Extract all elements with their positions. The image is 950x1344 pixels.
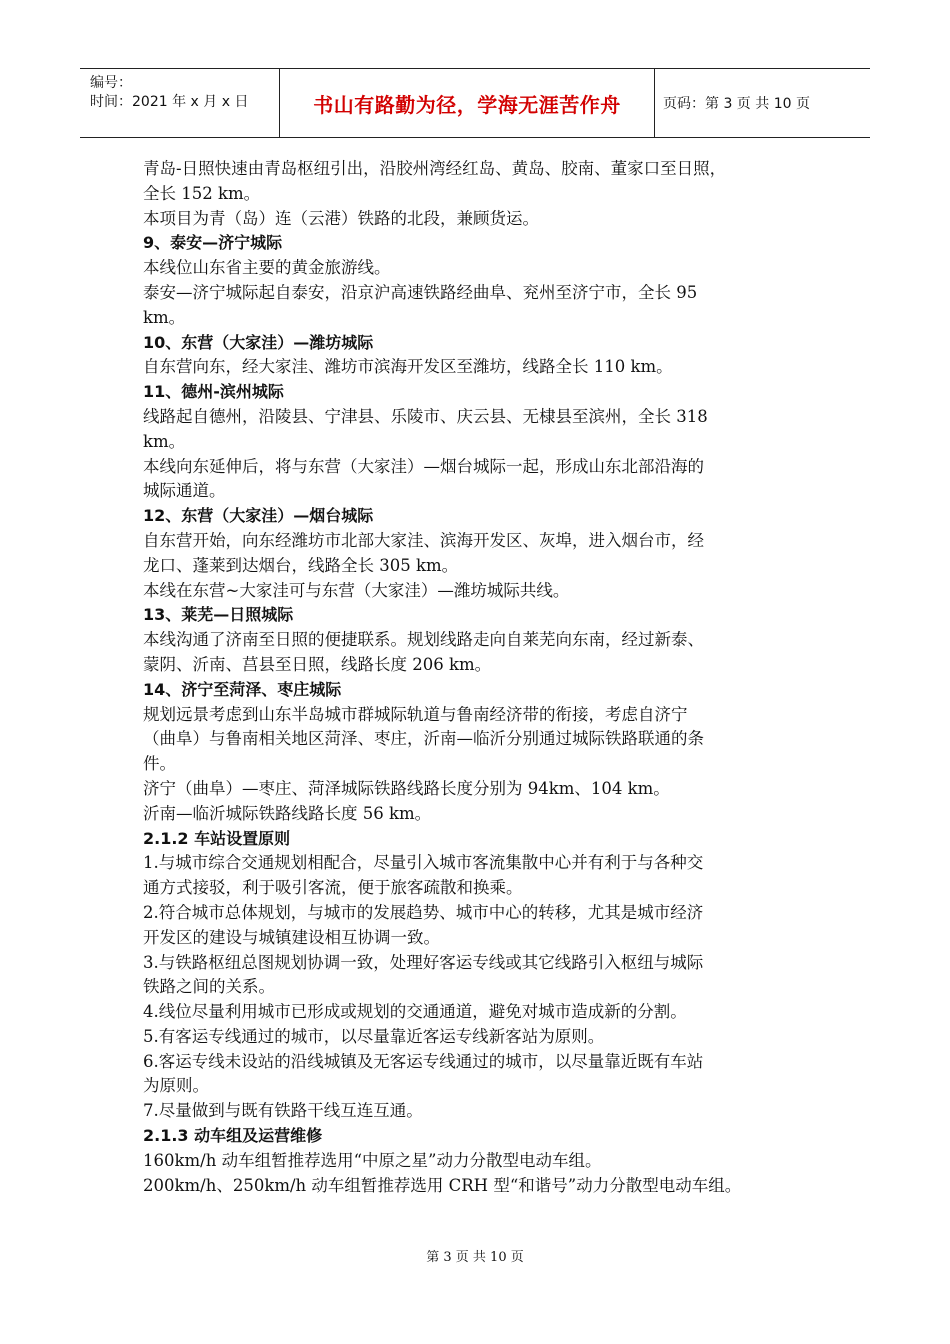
paragraph-line: 线路起自德州，沿陵县、宁津县、乐陵市、庆云县、无棣县至滨州，全长 318 bbox=[143, 406, 708, 426]
section-heading: 11、德州-滨州城际 bbox=[143, 382, 284, 402]
paragraph-line: 本项目为青（岛）连（云港）铁路的北段，兼顾货运。 bbox=[143, 208, 539, 228]
section-heading: 2.1.2 车站设置原则 bbox=[143, 828, 291, 848]
paragraph-line: 自东营开始，向东经潍坊市北部大家洼、滨海开发区、灰埠，进入烟台市，经 bbox=[143, 530, 704, 550]
paragraph-line: 泰安—济宁城际起自泰安，沿京沪高速铁路经曲阜、兖州至济宁市，全长 95 bbox=[143, 282, 698, 302]
section-heading: 12、东营（大家洼）—烟台城际 bbox=[143, 506, 374, 526]
page-footer: 第 3 页 共 10 页 bbox=[426, 1250, 524, 1265]
paragraph-line: 城际通道。 bbox=[143, 481, 226, 501]
section-heading: 14、济宁至菏泽、枣庄城际 bbox=[143, 679, 342, 699]
paragraph-line: 通方式接驳，利于吸引客流，便于旅客疏散和换乘。 bbox=[143, 878, 523, 898]
paragraph-line: 4.线位尽量利用城市已形成或规划的交通通道，避免对城市造成新的分割。 bbox=[143, 1002, 687, 1022]
paragraph-line: 济宁（曲阜）—枣庄、菏泽城际铁路线路长度分别为 94km、104 km。 bbox=[143, 778, 670, 798]
paragraph-line: 6.客运专线未设站的沿线城镇及无客运专线通过的城市，以尽量靠近既有车站 bbox=[143, 1051, 704, 1071]
paragraph-line: km。 bbox=[143, 431, 186, 451]
section-heading: 9、泰安—济宁城际 bbox=[143, 233, 283, 253]
paragraph-line: 件。 bbox=[143, 754, 176, 774]
paragraph-line: 全长 152 km。 bbox=[143, 183, 261, 203]
paragraph-line: 160km/h 动车组暂推荐选用“中原之星”动力分散型电动车组。 bbox=[143, 1150, 602, 1170]
paragraph-line: 本线位山东省主要的黄金旅游线。 bbox=[143, 258, 391, 278]
page-header bbox=[80, 68, 870, 138]
paragraph-line: 为原则。 bbox=[143, 1076, 209, 1096]
document-body bbox=[143, 157, 803, 1198]
paragraph-line: 蒙阴、沂南、莒县至日照，线路长度 206 km。 bbox=[143, 654, 492, 674]
paragraph-line: 开发区的建设与城镇建设相互协调一致。 bbox=[143, 927, 440, 947]
paragraph-line: 5.有客运专线通过的城市，以尽量靠近客运专线新客站为原则。 bbox=[143, 1026, 605, 1046]
paragraph-line: 沂南—临沂城际铁路线路长度 56 km。 bbox=[143, 803, 432, 823]
paragraph-line: 自东营向东，经大家洼、潍坊市滨海开发区至潍坊，线路全长 110 km。 bbox=[143, 357, 673, 377]
section-heading: 2.1.3 动车组及运营维修 bbox=[143, 1126, 323, 1146]
paragraph-line: 青岛-日照快速由青岛枢纽引出，沿胶州湾经红岛、黄岛、胶南、董家口至日照， bbox=[143, 159, 727, 178]
section-heading: 10、东营（大家洼）—潍坊城际 bbox=[143, 332, 374, 352]
paragraph-line: 铁路之间的关系。 bbox=[143, 977, 275, 997]
document-number-label: 编号： bbox=[90, 75, 132, 91]
paragraph-line: km。 bbox=[143, 307, 186, 327]
paragraph-line: 本线向东延伸后，将与东营（大家洼）—烟台城际一起，形成山东北部沿海的 bbox=[143, 456, 704, 476]
paragraph-line: 3.与铁路枢纽总图规划协调一致，处理好客运专线或其它线路引入枢纽与城际 bbox=[143, 952, 704, 972]
paragraph-line: 200km/h、250km/h 动车组暂推荐选用 CRH 型“和谐号”动力分散型电动车组。 bbox=[143, 1175, 742, 1195]
paragraph-line: 本线沟通了济南至日照的便捷联系。规划线路走向自莱芜向东南，经过新泰、 bbox=[143, 630, 704, 650]
header-page-info: 页码：第 3 页 共 10 页 bbox=[663, 96, 810, 112]
document-date: 时间：2021 年 x 月 x 日 bbox=[90, 94, 249, 110]
paragraph-line: 7.尽量做到与既有铁路干线互连互通。 bbox=[143, 1101, 423, 1121]
paragraph-line: 2.符合城市总体规划，与城市的发展趋势、城市中心的转移，尤其是城市经济 bbox=[143, 902, 704, 922]
paragraph-line: 龙口、蓬莱到达烟台，线路全长 305 km。 bbox=[143, 555, 459, 575]
paragraph-line: （曲阜）与鲁南相关地区菏泽、枣庄，沂南—临沂分别通过城际铁路联通的条 bbox=[143, 729, 704, 749]
paragraph-line: 本线在东营~大家洼可与东营（大家洼）—潍坊城际共线。 bbox=[143, 580, 570, 600]
section-heading: 13、莱芜—日照城际 bbox=[143, 605, 294, 625]
header-slogan: 书山有路勤为径，学海无涯苦作舟 bbox=[280, 69, 655, 137]
paragraph-line: 1.与城市综合交通规划相配合，尽量引入城市客流集散中心并有利于与各种交 bbox=[143, 853, 704, 873]
header-meta bbox=[80, 69, 280, 137]
paragraph-line: 规划远景考虑到山东半岛城市群城际轨道与鲁南经济带的衔接，考虑自济宁 bbox=[143, 704, 688, 724]
